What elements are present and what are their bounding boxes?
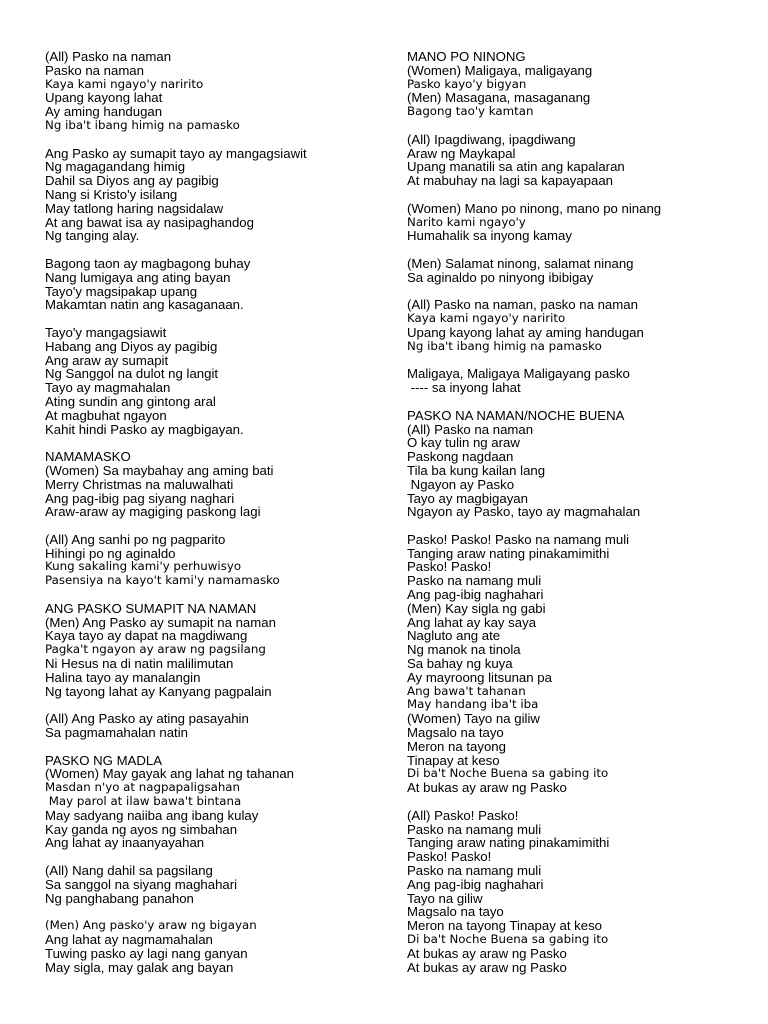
- lyric-line: MANO PO NINONG: [407, 49, 526, 64]
- lyric-line: Tayo na giliw: [407, 890, 483, 906]
- lyric-line: Tinapay at keso: [407, 752, 500, 768]
- lyric-line: Ay aming handugan: [45, 104, 163, 120]
- lyric-line: Upang kayong lahat: [45, 90, 163, 106]
- lyric-line: Pasko! Pasko!: [407, 849, 492, 865]
- lyric-line: Sa bahay ng kuya: [407, 656, 513, 672]
- stanza-gap: [45, 588, 375, 602]
- lyric-line: (All) Ipagdiwang, ipagdiwang: [407, 131, 576, 147]
- lyric-line: Nang lumigaya ang ating bayan: [45, 269, 231, 285]
- lyric-line: Tayo'y magsipakap upang: [45, 283, 198, 299]
- lyric-line: At mabuhay na lagi sa kapayapaan: [407, 173, 614, 189]
- lyric-line: At bukas ay araw ng Pasko: [407, 945, 567, 961]
- stanza-gap: [45, 698, 375, 712]
- lyric-line: Kung sakaling kami'y perhuwisyo: [45, 559, 242, 574]
- lyric-line: Ang Pasko ay sumapit tayo ay mangagsiawit: [45, 145, 307, 161]
- lyric-line: Habang ang Diyos ay pagibig: [45, 338, 218, 354]
- lyric-line: Ng Sanggol na dulot ng langit: [45, 366, 219, 382]
- lyric-line: (Men) Ang pasko'y araw ng bigayan: [45, 918, 257, 933]
- lyric-line: Kahit hindi Pasko ay magbigayan.: [45, 421, 244, 437]
- lyric-line: (Men) Salamat ninong, salamat ninang: [407, 255, 634, 271]
- stanza-gap: [407, 395, 747, 409]
- lyric-line: Ng tanging alay.: [45, 228, 140, 244]
- lyric-line: Pasko! Pasko!: [407, 559, 492, 575]
- lyric-line: Ang lahat ay nagmamahalan: [45, 932, 213, 947]
- lyric-line: Dahil sa Diyos ang ay pagibig: [45, 173, 219, 189]
- lyric-line: Meron na tayong Tinapay at keso: [407, 918, 603, 934]
- lyric-line: (Women) Mano po ninong, mano po ninang: [407, 200, 662, 216]
- stanza-gap: [45, 436, 375, 450]
- lyric-line: Ng manok na tinola: [407, 642, 521, 658]
- stanza-gap: [45, 519, 375, 533]
- lyric-line: Tayo ay magbigayan: [407, 490, 528, 506]
- stanza-gap: [45, 133, 375, 147]
- lyric-line: (Women) Sa maybahay ang aming bati: [45, 462, 274, 478]
- lyric-line: NAMAMASKO: [45, 449, 131, 465]
- lyric-line: At ang bawat isa ay nasipaghandog: [45, 214, 254, 230]
- lyric-line: (Women) Tayo na giliw: [407, 711, 540, 727]
- stanza-gap: [45, 905, 375, 919]
- lyric-line: PASKO NA NAMAN/NOCHE BUENA: [407, 407, 625, 423]
- lyric-line: (All) Pasko na naman: [407, 421, 534, 437]
- lyric-line: PASKO NG MADLA: [45, 752, 163, 768]
- lyric-line: ---- sa inyong lahat: [407, 380, 521, 396]
- lyric-line: Araw-araw ay magiging paskong lagi: [45, 504, 261, 520]
- lyric-line: Tayo'y mangagsiawit: [45, 324, 167, 340]
- lyric-line: Ang bawa't tahanan: [407, 683, 526, 698]
- lyric-line: Pasko na namang muli: [407, 821, 542, 837]
- lyric-line: Kaya kami ngayo'y naririto: [45, 76, 204, 91]
- lyric-line: Masdan n'yo at nagpapaligsahan: [45, 780, 240, 795]
- lyric-line: Ang pag-ibig pag siyang naghari: [45, 490, 235, 506]
- lyric-line: (Women) Maligaya, maligayang: [407, 62, 593, 78]
- lyric-line: Ang lahat ay kay saya: [407, 614, 537, 630]
- lyric-line: Pasko na namang muli: [407, 573, 542, 589]
- lyric-line: (All) Pasko! Pasko!: [407, 807, 519, 823]
- lyric-line: Tayo ay magmahalan: [45, 380, 171, 396]
- lyric-line: (All) Ang sanhi po ng pagparito: [45, 531, 226, 547]
- lyric-line: Tila ba kung kailan lang: [407, 462, 546, 478]
- stanza-gap: [45, 850, 375, 864]
- stanza-gap: [407, 795, 747, 809]
- lyric-line: Meron na tayong: [407, 738, 506, 754]
- left-lyrics-column: [45, 50, 375, 974]
- lyric-line: Upang manatili sa atin ang kapalaran: [407, 159, 625, 175]
- lyric-line: Paskong nagdaan: [407, 449, 514, 465]
- lyric-line: Araw ng Maykapal: [407, 145, 516, 161]
- stanza-gap: [45, 243, 375, 257]
- lyric-line: Ang pag-ibig naghahari: [407, 587, 544, 603]
- lyric-line: At magbuhat ngayon: [45, 407, 167, 423]
- lyric-line: (Women) May gayak ang lahat ng tahanan: [45, 766, 295, 782]
- lyric-line: (All) Ang Pasko ay ating pasayahin: [45, 711, 249, 727]
- lyric-line: Pasensiya na kayo't kami'y namamasko: [45, 573, 280, 588]
- lyric-line: Bagong tao'y kamtan: [407, 104, 534, 119]
- stanza-gap: [45, 312, 375, 326]
- lyric-line: Hihingi po ng aginaldo: [45, 545, 176, 561]
- stanza-gap: [407, 354, 747, 368]
- lyric-line: O kay tulin ng araw: [407, 435, 520, 451]
- lyric-line: (All) Pasko na naman, pasko na naman: [407, 297, 638, 313]
- stanza-gap: [45, 740, 375, 754]
- lyric-line: Di ba't Noche Buena sa gabing ito: [407, 932, 609, 946]
- lyric-line: Pagka't ngayon ay araw ng pagsilang: [45, 642, 266, 657]
- lyric-line: Ang pag-ibig naghahari: [407, 876, 544, 892]
- lyric-line: (Men) Ang Pasko ay sumapit na naman: [45, 614, 276, 630]
- stanza-gap: [407, 119, 747, 133]
- lyric-line: At bukas ay araw ng Pasko: [407, 959, 567, 975]
- lyric-line: Sa aginaldo po ninyong ibibigay: [407, 269, 594, 285]
- stanza-gap: [407, 243, 747, 257]
- lyric-line: Makamtan natin ang kasaganaan.: [45, 297, 244, 313]
- lyric-line: Ngayon ay Pasko, tayo ay magmahalan: [407, 504, 641, 520]
- lyric-line: Nang si Kristo'y isilang: [45, 186, 178, 202]
- lyric-line: Ng iba't ibang himig na pamasko: [45, 117, 240, 132]
- lyric-line: Tanging araw nating pinakamimithi: [407, 545, 610, 561]
- lyric-line: Tanging araw nating pinakamimithi: [407, 835, 610, 851]
- lyric-line: Sa pagmamahalan natin: [45, 725, 188, 741]
- lyric-line: At bukas ay araw ng Pasko: [407, 780, 567, 796]
- lyric-line: Nagluto ang ate: [407, 628, 501, 644]
- lyric-line: Ngayon ay Pasko: [407, 476, 515, 492]
- lyric-line: Humahalik sa inyong kamay: [407, 228, 572, 244]
- lyric-line: May sadyang naiiba ang ibang kulay: [45, 807, 259, 823]
- lyric-line: May sigla, may galak ang bayan: [45, 959, 234, 975]
- lyric-line: Ni Hesus na di natin malilimutan: [45, 656, 234, 672]
- lyric-line: Di ba't Noche Buena sa gabing ito: [407, 766, 609, 781]
- stanza-gap: [407, 519, 747, 533]
- lyric-line: Tuwing pasko ay lagi nang ganyan: [45, 945, 248, 961]
- lyric-line: May parol at ilaw bawa't bintana: [45, 794, 242, 809]
- lyric-line: Magsalo na tayo: [407, 904, 504, 920]
- lyric-line: Ng magagandang himig: [45, 159, 186, 175]
- lyric-line: (Men) Masagana, masaganang: [407, 90, 591, 106]
- lyric-line: Kaya tayo ay dapat na magdiwang: [45, 628, 248, 644]
- lyric-line: Narito kami ngayo'y: [407, 214, 526, 229]
- lyric-line: Bagong taon ay magbagong buhay: [45, 255, 251, 271]
- lyric-line: Merry Christmas na maluwalhati: [45, 476, 234, 492]
- right-lyrics-column: [407, 50, 747, 974]
- lyric-line: Upang kayong lahat ay aming handugan: [407, 324, 644, 340]
- lyric-line: Ng panghabang panahon: [45, 890, 194, 906]
- lyric-line: (Men) Kay sigla ng gabi: [407, 600, 546, 616]
- lyric-line: May tatlong haring nagsidalaw: [45, 200, 224, 216]
- lyric-line: Pasko! Pasko! Pasko na namang muli: [407, 531, 630, 547]
- lyric-line: Ating sundin ang gintong aral: [45, 393, 216, 409]
- lyric-line: Pasko na naman: [45, 62, 144, 78]
- lyric-line: Ang lahat ay inaanyayahan: [45, 835, 205, 851]
- stanza-gap: [407, 188, 747, 202]
- lyric-line: Magsalo na tayo: [407, 725, 504, 741]
- lyric-line: Kay ganda ng ayos ng simbahan: [45, 821, 238, 837]
- lyric-line: Maligaya, Maligaya Maligayang pasko: [407, 366, 630, 382]
- lyric-line: May handang iba't iba: [407, 697, 539, 712]
- lyric-line: Halina tayo ay manalangin: [45, 669, 201, 685]
- lyric-line: Pasko na namang muli: [407, 863, 542, 879]
- lyric-line: Ay mayroong litsunan pa: [407, 669, 552, 685]
- lyric-line: Sa sanggol na siyang maghahari: [45, 876, 238, 892]
- lyric-line: Ng tayong lahat ay Kanyang pagpalain: [45, 683, 272, 699]
- lyric-line: (All) Nang dahil sa pagsilang: [45, 863, 213, 879]
- lyric-line: Pasko kayo'y bigyan: [407, 76, 527, 91]
- lyric-line: (All) Pasko na naman: [45, 49, 172, 64]
- lyric-line: ANG PASKO SUMAPIT NA NAMAN: [45, 600, 257, 616]
- lyric-line: Ang araw ay sumapit: [45, 352, 169, 368]
- lyric-line: Ng iba't ibang himig na pamasko: [407, 338, 602, 353]
- stanza-gap: [407, 285, 747, 299]
- lyric-line: Kaya kami ngayo'y naririto: [407, 311, 566, 326]
